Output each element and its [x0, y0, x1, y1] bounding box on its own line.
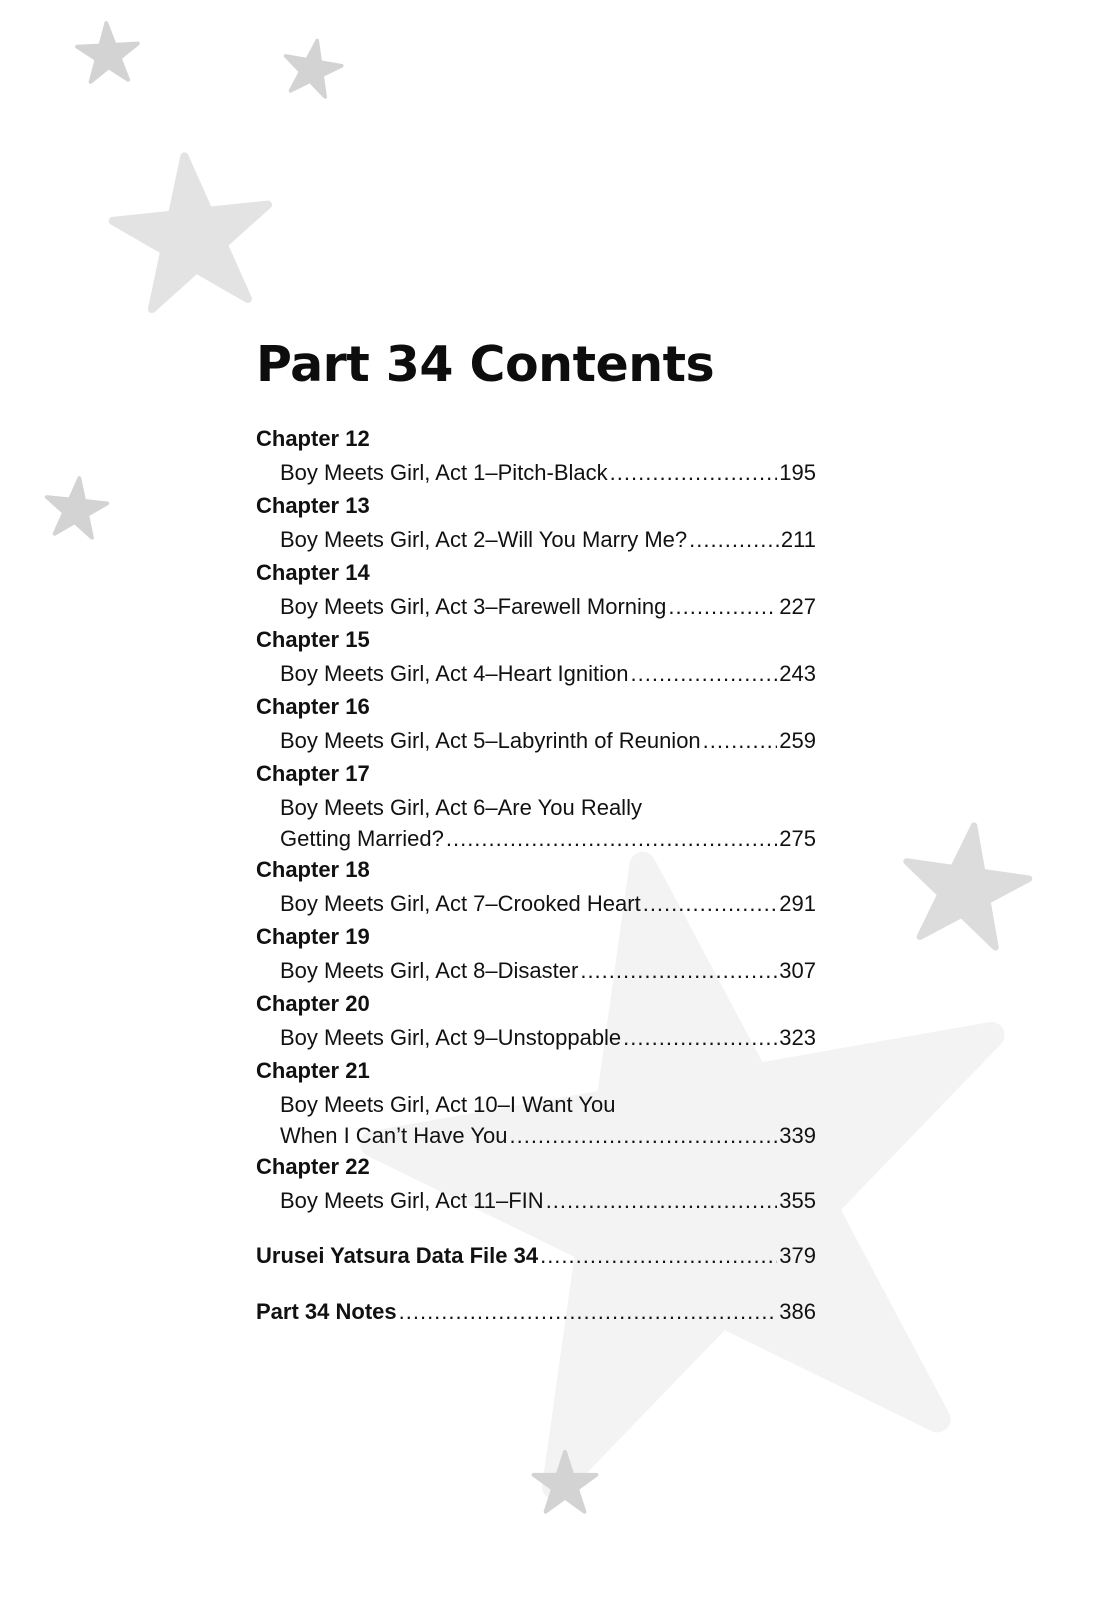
chapter-title: Boy Meets Girl, Act 1–Pitch-Black — [280, 460, 608, 485]
page-number: 243 — [779, 661, 816, 686]
star-icon — [896, 817, 1035, 951]
chapter-title-line1: Boy Meets Girl, Act 10–I Want You — [280, 1092, 616, 1117]
page-number: 323 — [779, 1025, 816, 1050]
chapter-title: Boy Meets Girl, Act 4–Heart Ignition — [280, 661, 629, 686]
toc-entry-notes[interactable] — [256, 1295, 816, 1329]
chapter-title: Boy Meets Girl, Act 5–Labyrinth of Reunion — [280, 728, 701, 753]
page-number: 379 — [779, 1243, 816, 1268]
page-title: Part 34 Contents — [256, 336, 715, 393]
chapter-heading: Chapter 12 — [256, 426, 370, 451]
chapter-title: Boy Meets Girl, Act 3–Farewell Morning — [280, 594, 667, 619]
toc-entry[interactable] — [256, 757, 816, 853]
toc-entry[interactable] — [256, 1150, 816, 1217]
toc-entry[interactable] — [256, 1054, 816, 1150]
page-number: 339 — [779, 1123, 816, 1148]
star-icon — [280, 36, 346, 99]
entry-label: Urusei Yatsura Data File 34 — [256, 1243, 539, 1268]
leader-dots — [580, 954, 777, 987]
chapter-heading: Chapter 21 — [256, 1058, 370, 1083]
leader-dots — [446, 824, 777, 853]
chapter-heading: Chapter 16 — [256, 694, 370, 719]
toc-entry[interactable] — [256, 920, 816, 987]
toc-entry[interactable] — [256, 422, 816, 489]
toc-entry[interactable] — [256, 489, 816, 556]
chapter-title: Boy Meets Girl, Act 2–Will You Marry Me? — [280, 527, 688, 552]
chapter-heading: Chapter 15 — [256, 627, 370, 652]
chapter-heading: Chapter 17 — [256, 761, 370, 786]
page-number: 259 — [779, 728, 816, 753]
page-number: 195 — [779, 460, 816, 485]
star-icon — [76, 21, 140, 82]
star-icon — [43, 475, 110, 539]
chapter-title-line2: Getting Married? — [280, 826, 444, 851]
chapter-heading: Chapter 20 — [256, 991, 370, 1016]
toc-entry[interactable] — [256, 623, 816, 690]
leader-dots — [399, 1295, 778, 1329]
leader-dots — [610, 456, 778, 489]
leader-dots — [546, 1184, 778, 1217]
leader-dots — [703, 724, 778, 757]
chapter-heading: Chapter 14 — [256, 560, 370, 585]
chapter-heading: Chapter 13 — [256, 493, 370, 518]
star-icon — [107, 148, 278, 312]
page-number: 355 — [779, 1188, 816, 1213]
page-number: 227 — [779, 594, 816, 619]
toc-entry[interactable] — [256, 690, 816, 757]
chapter-title: Boy Meets Girl, Act 11–FIN — [280, 1188, 544, 1213]
page-number: 291 — [779, 891, 816, 916]
chapter-title: Boy Meets Girl, Act 9–Unstoppable — [280, 1025, 622, 1050]
toc-entry[interactable] — [256, 556, 816, 623]
chapter-title: Boy Meets Girl, Act 7–Crooked Heart — [280, 891, 641, 916]
chapter-heading: Chapter 18 — [256, 857, 370, 882]
chapter-title: Boy Meets Girl, Act 8–Disaster — [280, 958, 579, 983]
toc-entry[interactable] — [256, 987, 816, 1054]
chapter-heading: Chapter 22 — [256, 1154, 370, 1179]
page-number: 386 — [779, 1299, 816, 1324]
leader-dots — [623, 1021, 777, 1054]
leader-dots — [509, 1121, 777, 1150]
chapter-title-line1: Boy Meets Girl, Act 6–Are You Really — [280, 795, 642, 820]
chapter-title-line2: When I Can’t Have You — [280, 1123, 508, 1148]
leader-dots — [668, 590, 777, 623]
leader-dots — [643, 887, 778, 920]
page-number: 307 — [779, 958, 816, 983]
page-number: 275 — [779, 826, 816, 851]
leader-dots — [631, 657, 778, 690]
toc-entry[interactable] — [256, 853, 816, 920]
table-of-contents — [256, 422, 816, 1329]
page-number: 211 — [780, 527, 816, 552]
leader-dots — [540, 1239, 777, 1273]
toc-entry-data-file[interactable] — [256, 1239, 816, 1273]
leader-dots — [689, 523, 779, 556]
chapter-heading: Chapter 19 — [256, 924, 370, 949]
entry-label: Part 34 Notes — [256, 1299, 397, 1324]
